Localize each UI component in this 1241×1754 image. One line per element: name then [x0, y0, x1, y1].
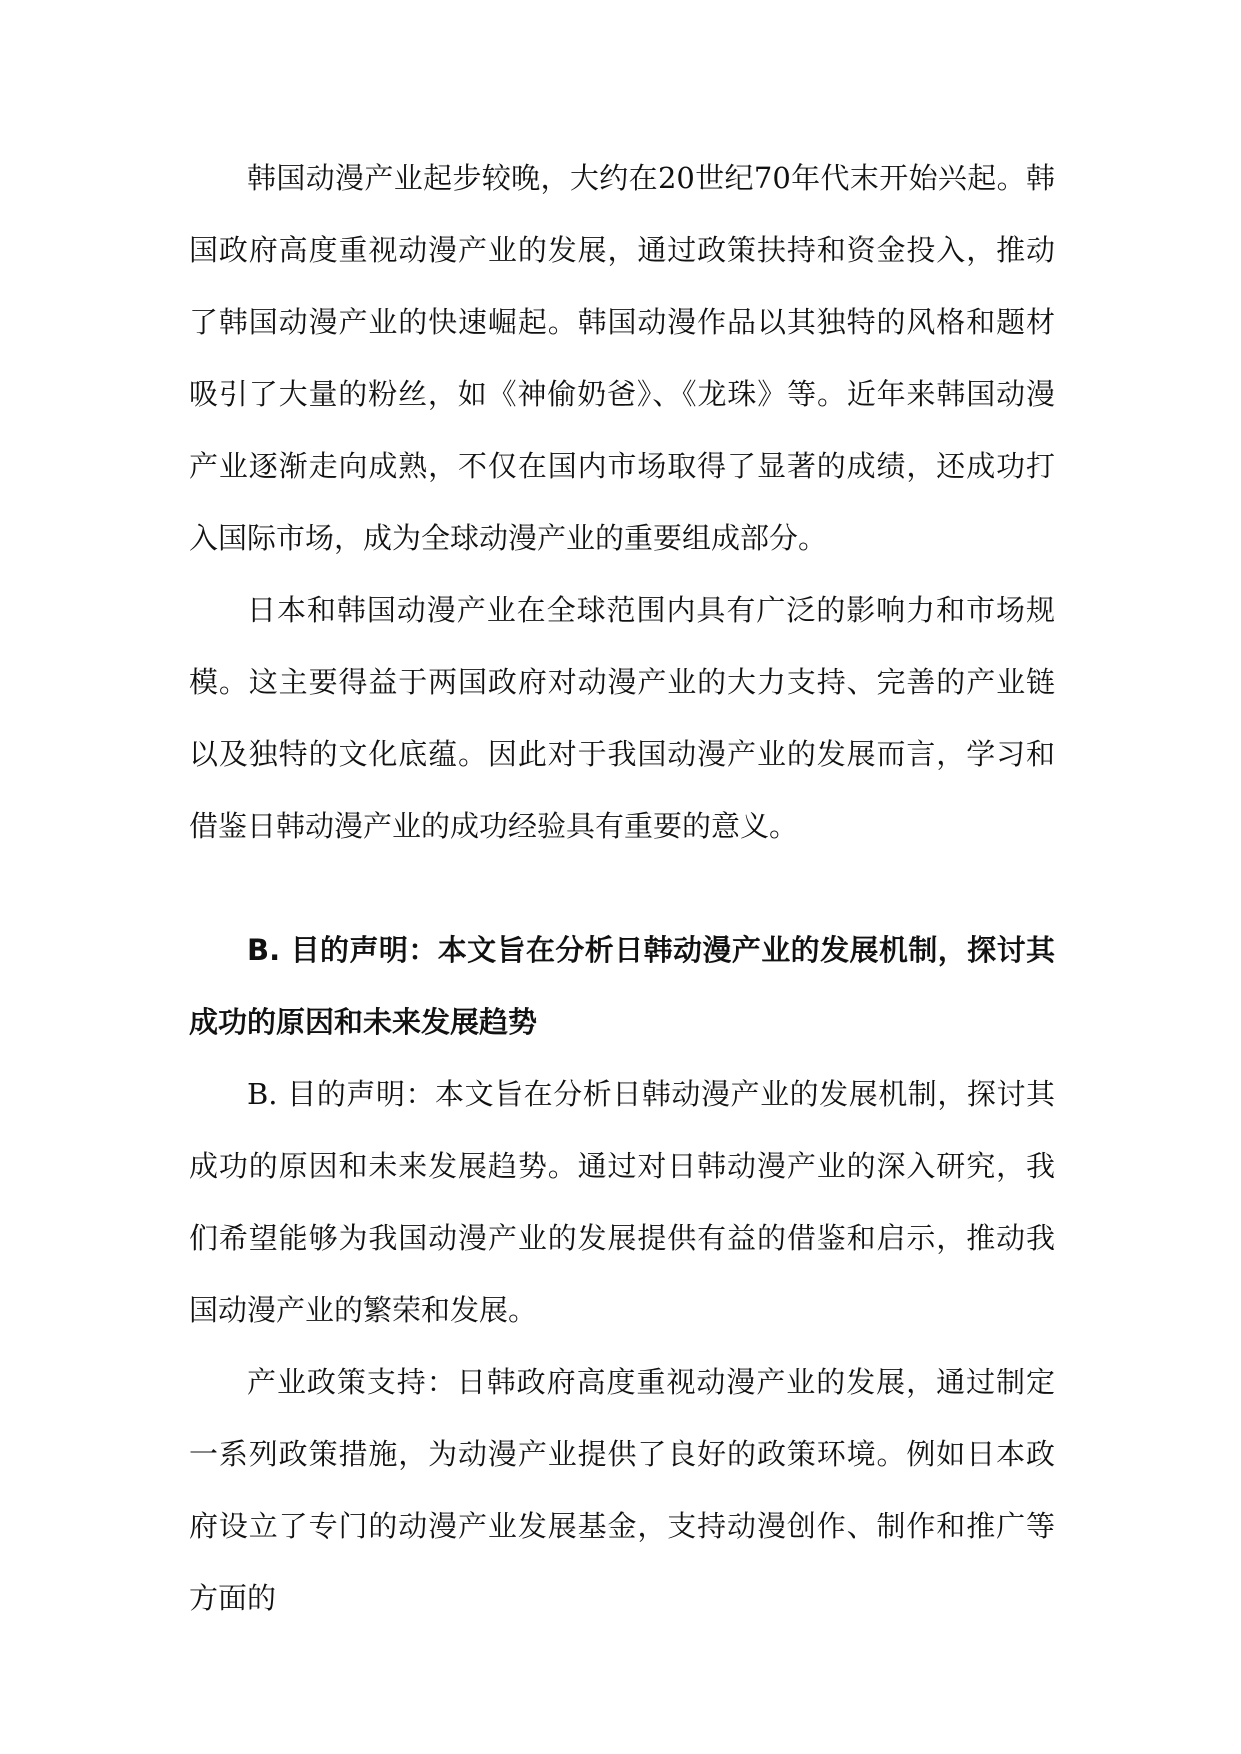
paragraph-industry-policy: 产业政策支持：日韩政府高度重视动漫产业的发展，通过制定一系列政策措施，为动漫产业提供了良好的政策环境。例如日本政府设立了专门的动漫产业发展基金，支持动漫创作、制作和推广等方面的 — [189, 1365, 1055, 1615]
paragraph-purpose-statement: B. 目的声明：本文旨在分析日韩动漫产业的发展机制，探讨其成功的原因和未来发展趋势。通过对日韩动漫产业的深入研究，我们希望能够为我国动漫产业的发展提供有益的借鉴和启示，推动我国动漫产业的繁荣和发展。 — [189, 1077, 1055, 1327]
document-body — [189, 142, 1055, 1634]
paragraph-japan-korea-influence: 日本和韩国动漫产业在全球范围内具有广泛的影响力和市场规模。这主要得益于两国政府对动漫产业的大力支持、完善的产业链以及独特的文化底蕴。因此对于我国动漫产业的发展而言，学习和借鉴日韩动漫产业的成功经验具有重要的意义。 — [189, 593, 1055, 843]
paragraph-korea-anime-history: 韩国动漫产业起步较晚，大约在20世纪70年代末开始兴起。韩国政府高度重视动漫产业的发展，通过政策扶持和资金投入，推动了韩国动漫产业的快速崛起。韩国动漫作品以其独特的风格和题材吸引了大量的粉丝，如《神偷奶爸》、《龙珠》等。近年来韩国动漫产业逐渐走向成熟，不仅在国内市场取得了显著的成绩，还成功打入国际市场，成为全球动漫产业的重要组成部分。 — [189, 161, 1055, 555]
section-heading-purpose: B. 目的声明：本文旨在分析日韩动漫产业的发展机制，探讨其成功的原因和未来发展趋势 — [189, 933, 1055, 1039]
